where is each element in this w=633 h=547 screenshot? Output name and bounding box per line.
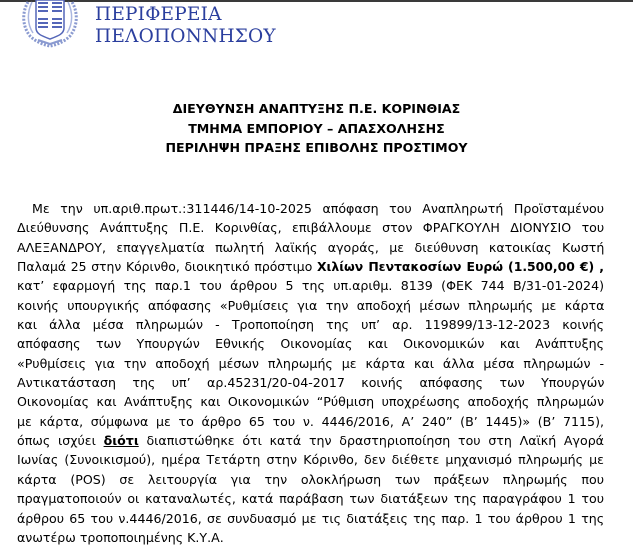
greek-coat-of-arms-icon <box>18 0 82 48</box>
body-line: ΑΛΕΞΑΝΔΡΟΥ, επαγγελματία πωλητή λαϊκής αγοράς, με διεύθυνση κατοικίας Κωστή <box>17 239 605 255</box>
body-line: με κάρτα, σύμφωνα με το άρθρο 65 του ν. 4446/2016, Α’ 240” (Β’ 1445)» (Β’ 7115), <box>17 413 604 429</box>
emphasis-because: διότι <box>103 433 139 449</box>
body-line: άρθρου 65 του ν.4446/2016, σε συνδυασμό με τις διατάξεις της παρ. 1 του άρθρου 1 της <box>17 510 605 526</box>
body-line: και άλλα μέσα πληρωμών - Τροποποίηση της υπ’ αρ. 119899/13-12-2023 κοινής <box>17 317 604 333</box>
heading-document-title: ΠΕΡΙΛΗΨΗ ΠΡΑΞΗΣ ΕΠΙΒΟΛΗΣ ΠΡΟΣΤΙΜΟΥ <box>165 140 468 155</box>
body-text-fragment: Παλαμά 25 στην Κόρινθο, διοικητικό πρόστιμο <box>17 259 313 275</box>
body-line: ανωτέρω τροποποιημένης Κ.Υ.Α. <box>17 529 224 545</box>
body-line <box>17 257 604 276</box>
body-line <box>17 431 604 450</box>
org-name-line-2: ΠΕΛΟΠΟΝΝΗΣΟΥ <box>95 26 276 47</box>
document-headings <box>0 99 633 158</box>
body-line: κοινής υπουργικής απόφασης «Ρυθμίσεις για την αποδοχή μέσων πληρωμής με κάρτα <box>17 297 605 313</box>
body-line: Αντικατάσταση της υπ’ αρ.45231/20-04-2017 κοινής απόφασης των Υπουργών <box>17 375 605 391</box>
body-line: απόφασης των Υπουργών Εθνικής Οικονομίας και Οικονομικών και Ανάπτυξης <box>17 336 604 352</box>
body-line: Ιωνίας (Συνοικισμού), ημέρα Τετάρτη στην Κόρινθο, δεν διέθετε μηχανισμό πληρωμής με <box>17 452 604 468</box>
document-body <box>17 199 604 547</box>
body-line: κάρτα (POS) σε λειτουργία για την ολοκλήρωση των πράξεων πληρωμής που <box>17 471 604 487</box>
org-name-line-1: ΠΕΡΙΦΕΡΕΙΑ <box>95 4 222 25</box>
body-line: κατ’ εφαρμογή της παρ.1 του άρθρου 5 της υπ.αριθμ. 8139 (ΦΕΚ 744 Β/31-01-2024) <box>17 278 604 294</box>
body-text-fragment: διαπιστώθηκε ότι κατά την δραστηριοποίηση του στη Λαϊκή Αγορά <box>146 433 604 449</box>
heading-department: ΤΜΗΜΑ ΕΜΠΟΡΙΟΥ – ΑΠΑΣΧΟΛΗΣΗΣ <box>188 120 445 136</box>
body-line: Με την υπ.αριθ.πρωτ.:311446/14-10-2025 απόφαση του Αναπληρωτή Προϊσταμένου <box>32 201 604 216</box>
top-border <box>0 0 633 2</box>
body-line: «Ρυθμίσεις για την αποδοχή μέσων πληρωμής με κάρτα και άλλα μέσα πληρωμών - <box>17 355 604 371</box>
heading-directorate: ΔΙΕΥΘΥΝΣΗ ΑΝΑΠΤΥΞΗΣ Π.Ε. ΚΟΡΙΝΘΙΑΣ <box>172 101 461 116</box>
body-line: πραγματοποιούν οι καταναλωτές, κατά παράβαση των διατάξεων της παραγράφου 1 του <box>17 491 604 507</box>
organization-name <box>95 4 276 48</box>
body-text-fragment: όπως ισχύει <box>17 433 96 449</box>
body-line: Οικονομίας και Ανάπτυξης και Οικονομικών “Ρύθμιση υποχρέωσης αποδοχής πληρωμών <box>17 394 604 410</box>
body-line: Διεύθυνσης Ανάπτυξης Π.Ε. Κορινθίας, επιβάλλουμε στον ΦΡΑΓΚΟΥΛΗ ΔΙΟΝΥΣΙΟ του <box>17 220 605 236</box>
fine-amount: Χιλίων Πεντακοσίων Ευρώ (1.500,00 €) , <box>316 259 604 275</box>
